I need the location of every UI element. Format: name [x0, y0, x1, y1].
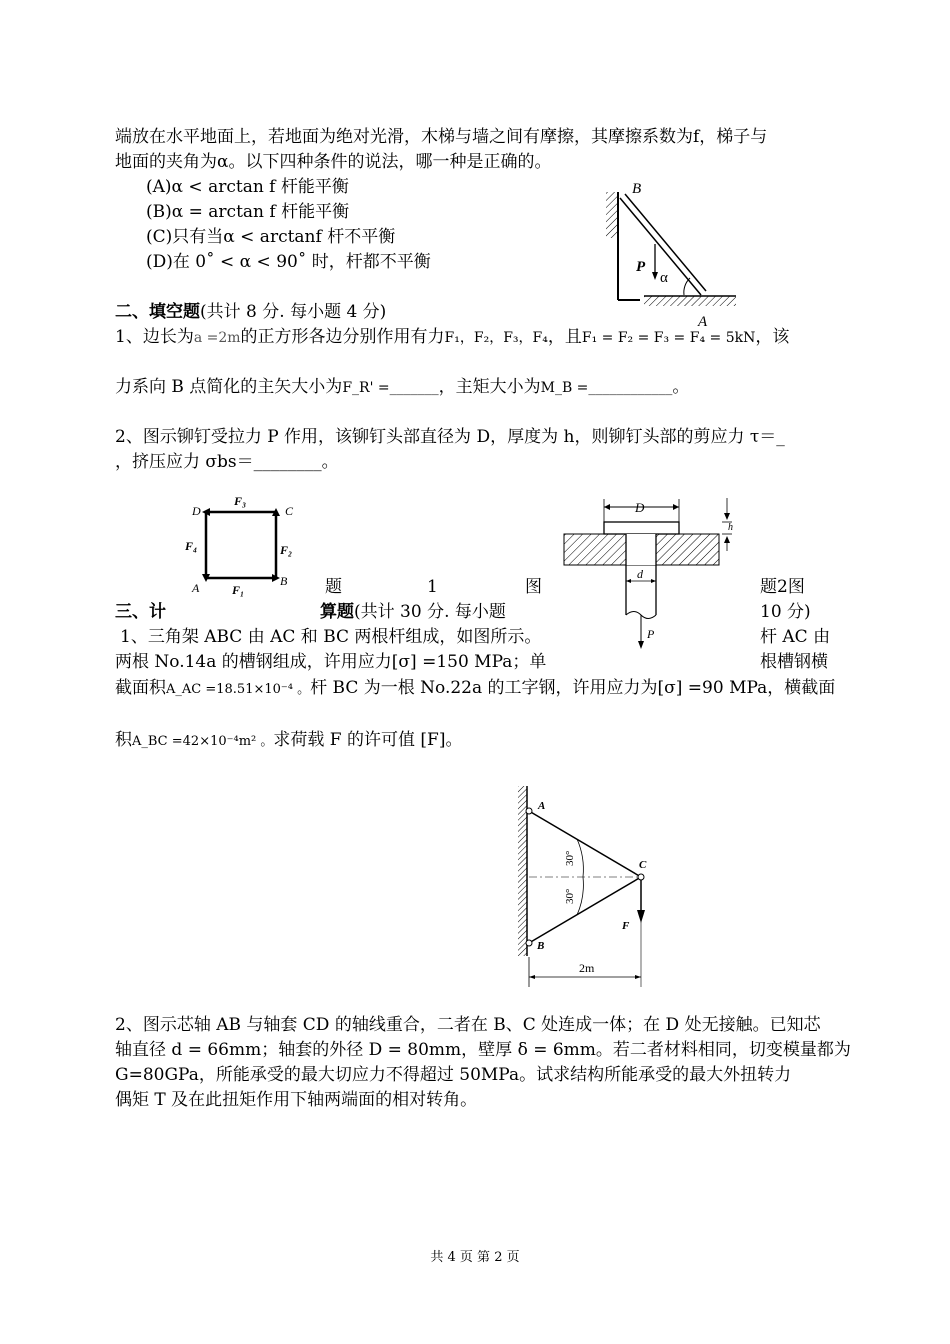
sec2-q1-line2b: ，主矩大小为 — [438, 377, 541, 397]
q1-option-d: (D)在 0˚ < α < 90˚ 时，杆都不平衡 — [146, 252, 431, 272]
q1-line-1: 端放在水平地面上，若地面为绝对光滑，木梯与墙之间有摩擦，其摩擦系数为f，梯子与 — [115, 127, 768, 147]
truss-label-a: A — [538, 800, 546, 812]
sec2-q1-line2 — [115, 375, 689, 400]
fig1-caption-ti: 题 — [325, 577, 342, 597]
square-label-f3: F₃ — [234, 494, 247, 508]
sec3-q1-l3sig: [σ] =90 MPa，横截面 — [657, 678, 836, 698]
sec3-title-a: 三、计 — [115, 602, 166, 622]
sec2-q1-c: ，且 — [547, 327, 582, 347]
fig1-caption-num: 1 — [427, 577, 438, 597]
sec2-q1-d: ，该 — [755, 327, 790, 347]
sec2-q2-line1: 2、图示铆钉受拉力 P 作用，该铆钉头部直径为 D，厚度为 h，则铆钉头部的剪应力 τ＝_ — [115, 427, 785, 447]
q1-option-b: (B)α = arctan f 杆能平衡 — [146, 202, 350, 222]
sec3-q1-line1: 1、三角架 ABC 由 AC 和 BC 两根杆组成，如图所示。 — [120, 627, 542, 647]
square-label-a: A — [192, 581, 200, 595]
sec2-score: (共计 8 分. 每小题 4 分) — [200, 302, 387, 322]
sec3-q2-line1: 2、图示芯轴 AB 与轴套 CD 的轴线重合，二者在 B、C 处连成一体；在 D 处无接触。已知芯 — [115, 1015, 821, 1035]
rivet-label-d-small: d — [637, 567, 643, 581]
rivet-label-p: P — [647, 627, 655, 641]
q1-option-c: (C)只有当α < arctanf 杆不平衡 — [146, 227, 396, 247]
sec3-q1-l4b: 求荷载 F 的许可值 [F]。 — [273, 730, 463, 750]
sec2-q2-line2: ，挤压应力 σbs＝________。 — [115, 452, 339, 472]
sec3-q1-l3b: 杆 BC 为一根 No.22a 的工字钢，许用应力为 — [310, 678, 658, 698]
sec3-q2-line2: 轴直径 d = 66mm；轴套的外径 D = 80mm，壁厚 δ = 6mm。若二者材料相同，切变模量都为 — [115, 1040, 851, 1060]
sec2-q1-end: 。 — [672, 377, 690, 397]
square-label-f1: F₁ — [232, 583, 245, 597]
square-label-f2: F₂ — [280, 543, 293, 557]
sec3-q1-l4a: 积 — [115, 730, 132, 750]
sec2-q1-line2a: 力系向 B 点简化的主矢大小为 — [115, 377, 343, 397]
sec3-q1-line1b: 杆 AC 由 — [760, 627, 831, 647]
sec2-q1-b: 的正方形各边分别作用有力 — [240, 327, 445, 347]
sec2-q1-line1 — [115, 325, 789, 350]
sec2-q1-forces: F₁，F₂，F₃，F₄ — [444, 330, 548, 346]
ladder-label-b: B — [632, 181, 642, 197]
truss-dim: 2m — [579, 961, 595, 975]
ladder-label-p: P — [636, 259, 646, 275]
truss-label-f: F — [622, 920, 630, 932]
rivet-figure — [562, 495, 732, 655]
truss-label-b: B — [537, 940, 545, 952]
sec3-title-b: 算题 — [320, 602, 354, 622]
ladder-figure — [600, 178, 745, 328]
truss-angle-2: 30° — [564, 888, 576, 904]
sec3-score2: 10 分) — [760, 602, 811, 622]
sec3-q1-line2 — [115, 650, 546, 674]
sec2-header — [115, 300, 386, 324]
truss-figure — [505, 782, 665, 997]
square-force-figure — [180, 490, 300, 600]
truss-label-c: C — [639, 859, 647, 871]
sec3-q1-l3area: A_AC =18.51×10⁻⁴ 。 — [166, 682, 311, 697]
square-label-f4: F₄ — [185, 539, 198, 553]
rivet-label-d-big: D — [635, 500, 645, 515]
truss-angle-1: 30° — [564, 850, 576, 866]
page-footer: 共 4 页 第 2 页 — [430, 1250, 520, 1265]
sec2-q1-a: 1、边长为 — [115, 327, 194, 347]
ladder-label-alpha: α — [660, 270, 668, 286]
sec3-q1-l2a: 两根 No.14a 的槽钢组成，许用应力 — [115, 652, 392, 672]
sec3-q2-line3: G=80GPa，所能承受的最大切应力不得超过 50MPa。试求结构所能承受的最大外扭转力 — [115, 1065, 792, 1085]
fig1-caption-tu: 图 — [525, 577, 542, 597]
sec2-q1-cond: F₁ = F₂ = F₃ = F₄ = 5kN — [581, 330, 756, 346]
sec2-title: 二、填空题 — [115, 302, 200, 322]
q1-option-a: (A)α < arctan f 杆能平衡 — [146, 177, 349, 197]
sec2-q1-eq: a =2m — [193, 330, 241, 346]
rivet-label-h: h — [728, 522, 733, 533]
sec3-q1-line3 — [115, 676, 835, 702]
sec3-score: (共计 30 分. 每小题 — [354, 602, 506, 622]
sec3-q2-line4: 偶矩 T 及在此扭矩作用下轴两端面的相对转角。 — [115, 1090, 478, 1110]
square-label-c: C — [285, 504, 294, 518]
square-label-d: D — [192, 504, 201, 518]
q1-line-2: 地面的夹角为α。以下四种条件的说法，哪一种是正确的。 — [115, 152, 552, 172]
square-label-b: B — [280, 574, 288, 588]
sec3-q1-l2sig: [σ] =150 MPa；单 — [391, 652, 547, 672]
sec3-q1-line2b: 根槽钢横 — [760, 652, 828, 672]
sec3-q1-l3a: 截面积 — [115, 678, 166, 698]
sec3-header — [320, 600, 506, 624]
sec3-q1-l4area: A_BC =42×10⁻⁴m² 。 — [132, 734, 274, 749]
sec2-q1-mb: M_B =____________ — [540, 380, 673, 396]
sec2-q1-fr: F_R' =_______ — [342, 380, 439, 396]
sec3-q1-line4 — [115, 728, 462, 754]
ladder-label-a: A — [698, 314, 708, 330]
fig2-caption: 题2图 — [760, 577, 805, 597]
